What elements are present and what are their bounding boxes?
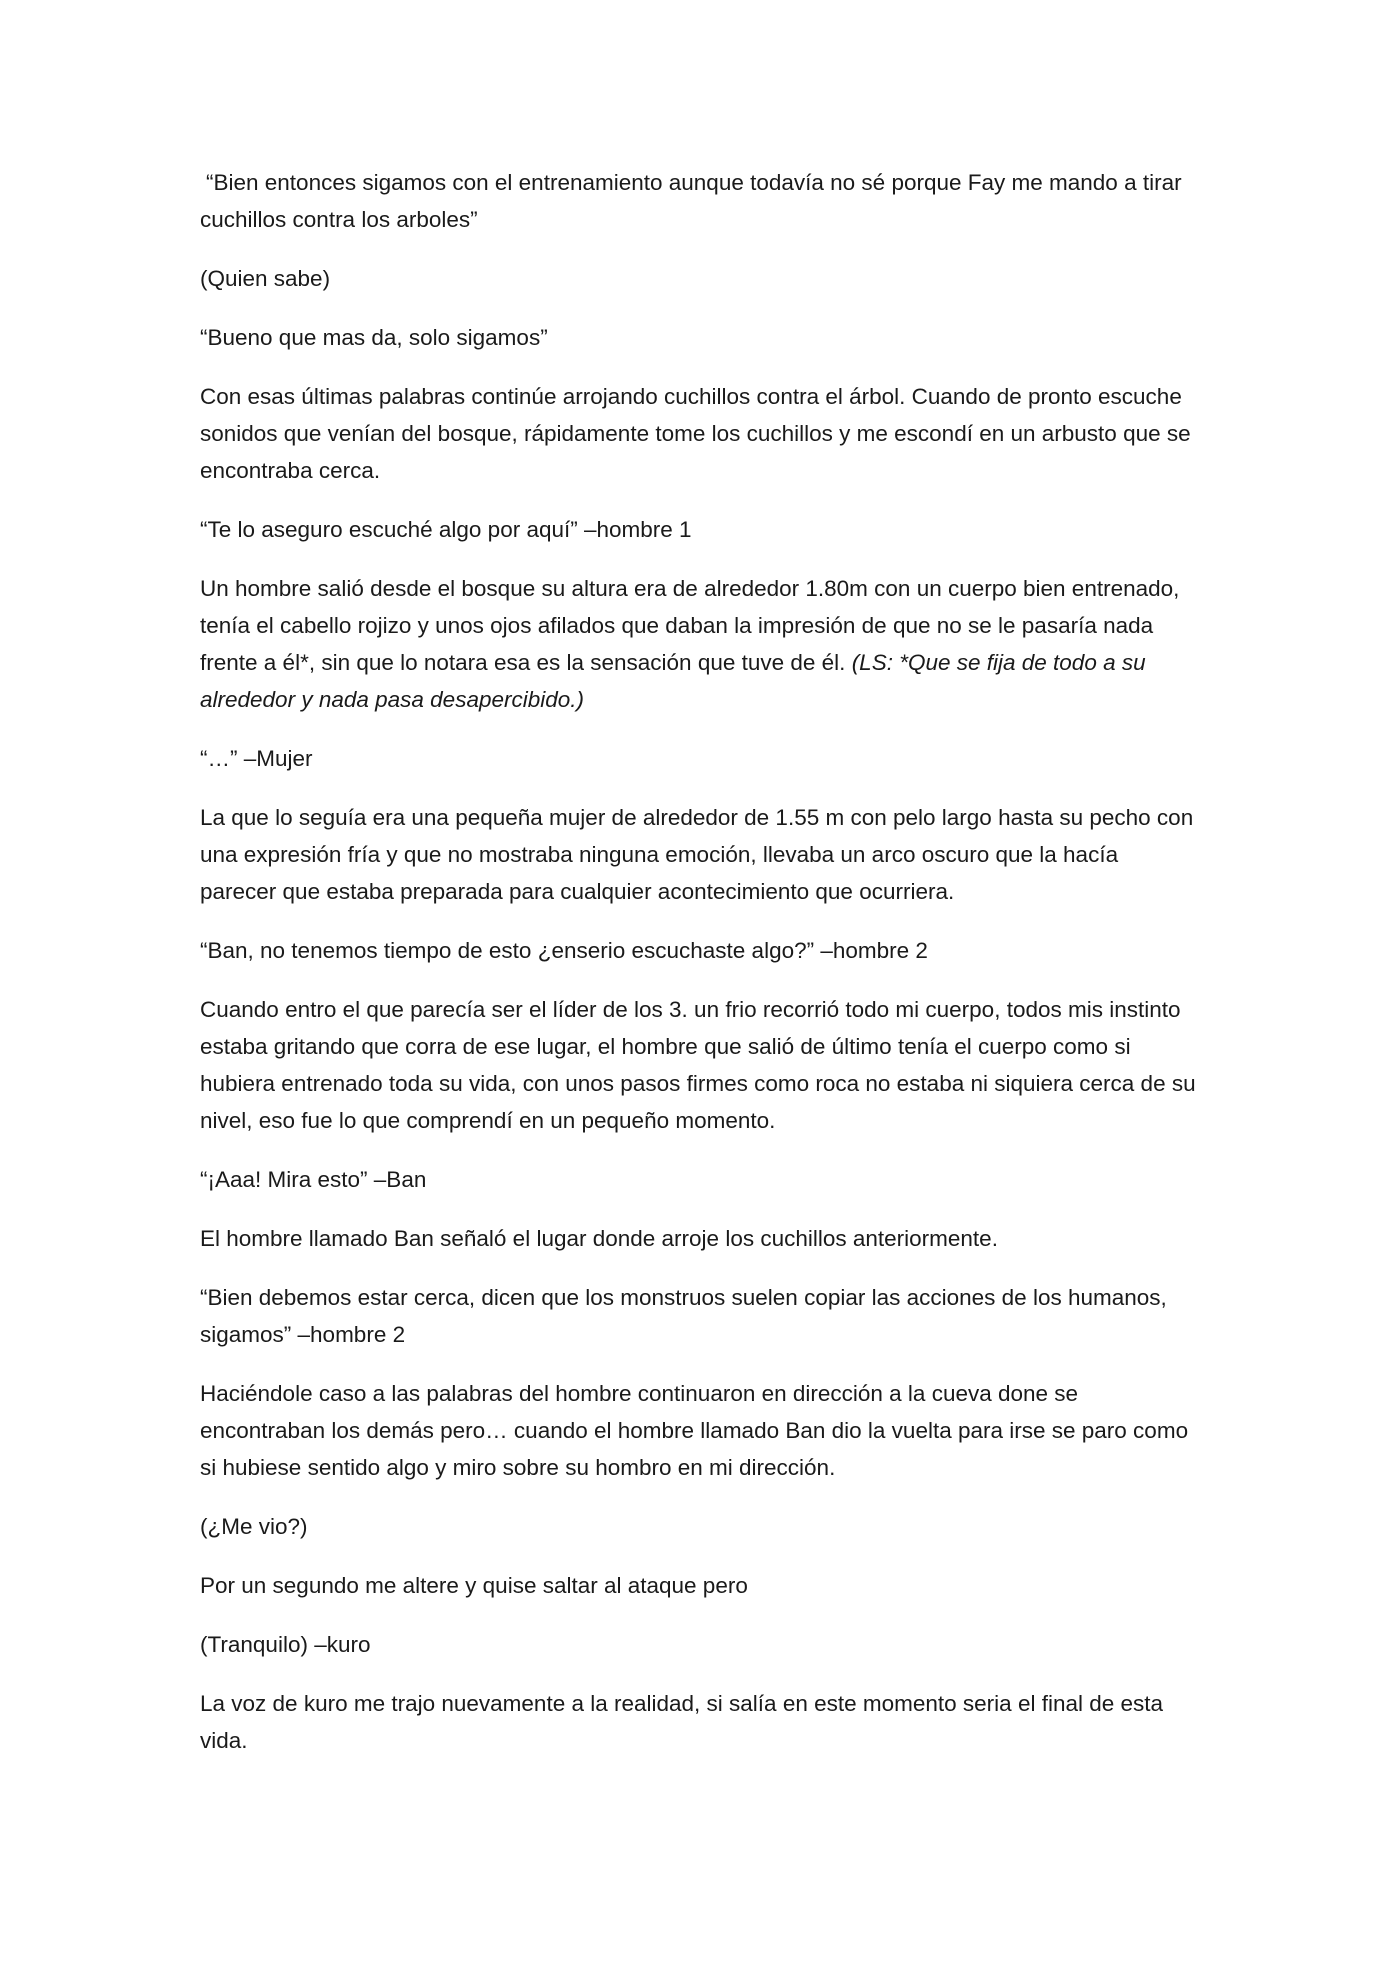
paragraph: La que lo seguía era una pequeña mujer de alrededor de 1.55 m con pelo largo hasta su pecho con una expresión fría y que no mostraba ninguna emoción, llevaba un arco oscuro que la hacía parecer que estaba preparada para cualquier acontecimiento que ocurriera.: [200, 805, 1194, 904]
paragraph: “Bueno que mas da, solo sigamos”: [200, 325, 548, 350]
paragraph: La voz de kuro me trajo nuevamente a la realidad, si salía en este momento seria el final de esta vida.: [200, 1691, 1164, 1753]
paragraph: Haciéndole caso a las palabras del hombre continuaron en dirección a la cueva done se encontraban los demás pero… cuando el hombre llamado Ban dio la vuelta para irse se paro como si hubiese sentido algo y miro sobre su hombro en mi dirección.: [200, 1381, 1189, 1480]
paragraph: “Bien debemos estar cerca, dicen que los monstruos suelen copiar las acciones de los humanos, sigamos” –hombre 2: [200, 1285, 1167, 1347]
paragraph: (Quien sabe): [200, 266, 331, 291]
document-body: [200, 164, 1200, 1781]
paragraph: (Tranquilo) –kuro: [200, 1632, 371, 1657]
paragraph: “Bien entonces sigamos con el entrenamiento aunque todavía no sé porque Fay me mando a tirar cuchillos contra los arboles”: [200, 170, 1182, 232]
paragraph-with-note: [200, 570, 1200, 718]
paragraph: “Te lo aseguro escuché algo por aquí” –hombre 1: [200, 517, 692, 542]
paragraph: “Ban, no tenemos tiempo de esto ¿enserio escuchaste algo?” –hombre 2: [200, 938, 928, 963]
paragraph-text: Un hombre salió desde el bosque su altura era de alrededor 1.80m con un cuerpo bien entrenado, tenía el cabello rojizo y unos ojos afilados que daban la impresión de que no se le pasaría nada frente a él*, sin que lo notara esa es la sensación que tuve de él.: [200, 576, 1180, 675]
author-note: (LS: *Que se fija de todo a su alrededor y nada pasa desapercibido.): [200, 650, 1146, 712]
paragraph: “¡Aaa! Mira esto” –Ban: [200, 1167, 427, 1192]
paragraph: “…” –Mujer: [200, 746, 313, 771]
paragraph: (¿Me vio?): [200, 1514, 308, 1539]
paragraph: Con esas últimas palabras continúe arrojando cuchillos contra el árbol. Cuando de pronto escuche sonidos que venían del bosque, rápidamente tome los cuchillos y me escondí en un arbusto que se encontraba cerca.: [200, 384, 1191, 483]
paragraph: Por un segundo me altere y quise saltar al ataque pero: [200, 1573, 748, 1598]
paragraph: El hombre llamado Ban señaló el lugar donde arroje los cuchillos anteriormente.: [200, 1226, 998, 1251]
paragraph: Cuando entro el que parecía ser el líder de los 3. un frio recorrió todo mi cuerpo, todos mis instinto estaba gritando que corra de ese lugar, el hombre que salió de último tenía el cuerpo como si hubiera entrenado toda su vida, con unos pasos firmes como roca no estaba ni siquiera cerca de su nivel, eso fue lo que comprendí en un pequeño momento.: [200, 997, 1196, 1133]
